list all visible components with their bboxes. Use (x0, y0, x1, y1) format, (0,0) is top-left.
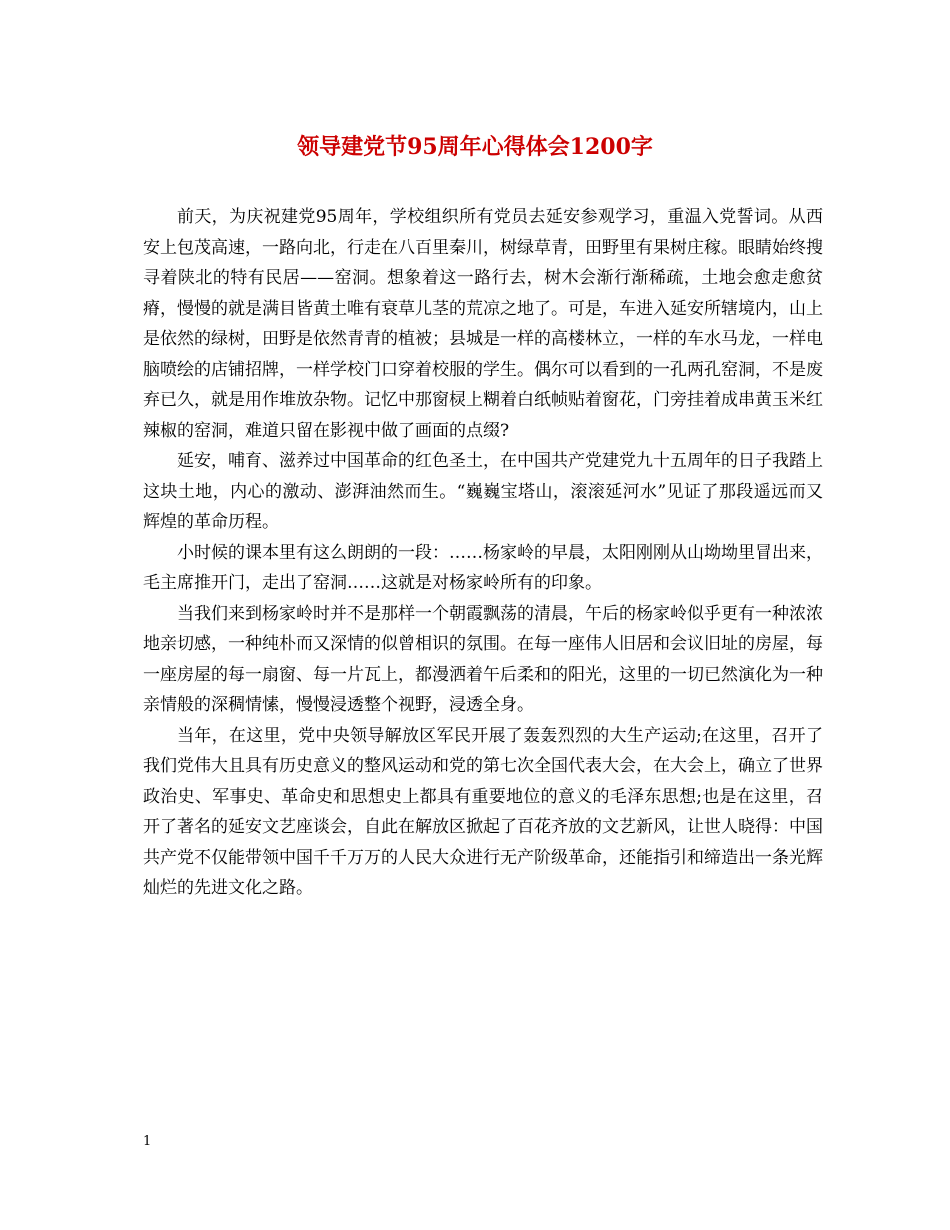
paragraph-2: 延安，哺育、滋养过中国革命的红色圣土，在中国共产党建党九十五周年的日子我踏上这块土地，内心的激动、澎湃油然而生。“巍巍宝塔山，滚滚延河水”见证了那段遥远而又辉煌的革命历程。 (143, 451, 823, 532)
paragraph-1: 前天，为庆祝建党95周年，学校组织所有党员去延安参观学习，重温入党誓词。从西安上包茂高速，一路向北，行走在八百里秦川，树绿草青，田野里有果树庄稼。眼睛始终搜寻着陕北的特有民居——窑洞。想象着这一路行去，树木会渐行渐稀疏，土地会愈走愈贫瘠，慢慢的就是满目皆黄土唯有衰草儿茎的荒凉之地了。可是，车进入延安所辖境内，山上是依然的绿树，田野是依然青青的植被；县城是一样的高楼林立，一样的车水马龙，一样电脑喷绘的店铺招牌，一样学校门口穿着校服的学生。偶尔可以看到的一孔两孔窑洞，不是废弃已久，就是用作堆放杂物。记忆中那窗棂上糊着白纸帧贴着窗花，门旁挂着成串黄玉米红辣椒的窑洞，难道只留在影视中做了画面的点缀? (143, 207, 823, 441)
page-number: 1 (143, 1134, 152, 1149)
paragraph-5: 当年，在这里，党中央领导解放区军民开展了轰轰烈烈的大生产运动;在这里，召开了我们党伟大且具有历史意义的整风运动和党的第七次全国代表大会，在大会上，确立了世界政治史、军事史、革命史和思想史上都具有重要地位的意义的毛泽东思想;也是在这里，召开了著名的延安文艺座谈会，自此在解放区掀起了百花齐放的文艺新风，让世人晓得：中国共产党不仅能带领中国千千万万的人民大众进行无产阶级革命，还能指引和缔造出一条光辉灿烂的先进文化之路。 (143, 725, 823, 898)
document-title: 领导建党节95周年心得体会1200字 (297, 134, 653, 160)
paragraph-3: 小时候的课本里有这么朗朗的一段：……杨家岭的早晨，太阳刚刚从山坳坳里冒出来，毛主席推开门，走出了窑洞……这就是对杨家岭所有的印象。 (143, 542, 823, 593)
paragraph-4: 当我们来到杨家岭时并不是那样一个朝霞飘荡的清晨，午后的杨家岭似乎更有一种浓浓地亲切感，一种纯朴而又深情的似曾相识的氛围。在每一座伟人旧居和会议旧址的房屋，每一座房屋的每一扇窗、每一片瓦上，都漫洒着午后柔和的阳光，这里的一切已然演化为一种亲情般的深稠情愫，慢慢浸透整个视野，浸透全身。 (143, 603, 823, 715)
document-body (143, 202, 823, 904)
